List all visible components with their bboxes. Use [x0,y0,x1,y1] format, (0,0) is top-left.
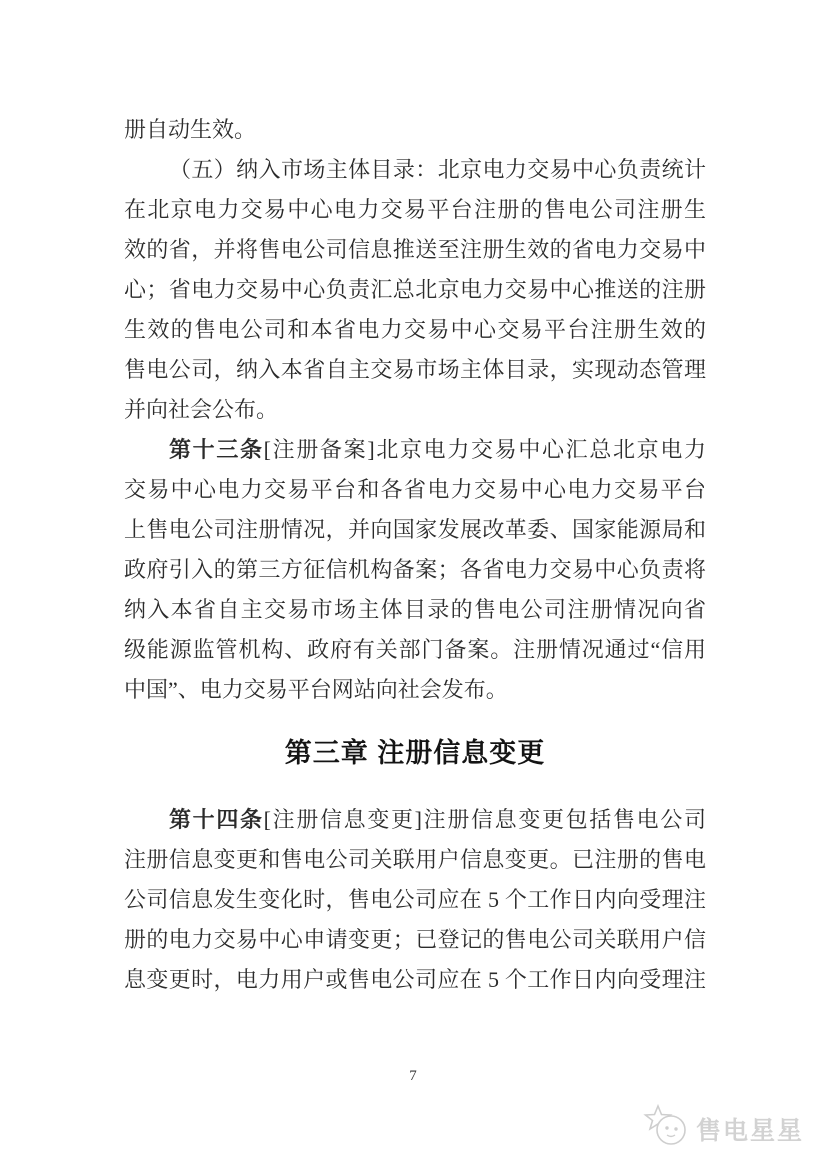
text-line: 注册信息变更和售电公司关联用户信息变更。已注册的售电 [124,847,706,872]
text-line: 上售电公司注册情况，并向国家发展改革委、国家能源局和 [124,517,706,542]
text-line: （五）纳入市场主体目录：北京电力交易中心负责统计 [169,157,706,182]
page-number: 7 [409,1068,417,1084]
chapter-heading: 第三章 注册信息变更 [284,738,546,768]
text-line: 生效的售电公司和本省电力交易中心交易平台注册生效的 [124,317,706,342]
text-line: 册的电力交易中心申请变更；已登记的售电公司关联用户信 [124,927,706,952]
text-line: 级能源监管机构、政府有关部门备案。注册情况通过“信用 [124,637,706,662]
paragraph-article-13 [124,430,706,710]
article-13-number: 第十三条 [169,437,264,462]
paragraph-continuation [124,110,706,150]
star-logo-icon [643,1104,689,1153]
text-line: 息变更时，电力用户或售电公司应在 5 个工作日内向受理注 [124,967,706,992]
watermark-label: 售电星星 [695,1116,804,1145]
text-line: 心；省电力交易中心负责汇总北京电力交易中心推送的注册 [124,277,706,302]
text-line [124,430,706,470]
text-line: 册自动生效。 [124,117,257,142]
text-line [124,800,706,840]
text-line: 并向社会公布。 [124,397,279,422]
text-line: 在北京电力交易中心电力交易平台注册的售电公司注册生 [124,197,706,222]
paragraph-item-5 [124,150,706,430]
article-14-number: 第十四条 [169,807,264,832]
document-body [124,110,706,1000]
text-line: 售电公司，纳入本省自主交易市场主体目录，实现动态管理 [124,357,706,382]
article-14-text: [注册信息变更]注册信息变更包括售电公司 [263,807,706,832]
article-13-text: [注册备案]北京电力交易中心汇总北京电力 [263,437,706,462]
watermark [643,1104,804,1153]
text-line: 效的省，并将售电公司信息推送至注册生效的省电力交易中 [124,237,706,262]
text-line: 公司信息发生变化时，售电公司应在 5 个工作日内向受理注 [124,887,706,912]
text-line: 政府引入的第三方征信机构备案；各省电力交易中心负责将 [124,557,706,582]
text-line: 交易中心电力交易平台和各省电力交易中心电力交易平台 [124,477,706,502]
paragraph-article-14 [124,800,706,1000]
text-line: 纳入本省自主交易市场主体目录的售电公司注册情况向省 [124,597,706,622]
text-line: 中国”、电力交易平台网站向社会发布。 [124,677,508,702]
